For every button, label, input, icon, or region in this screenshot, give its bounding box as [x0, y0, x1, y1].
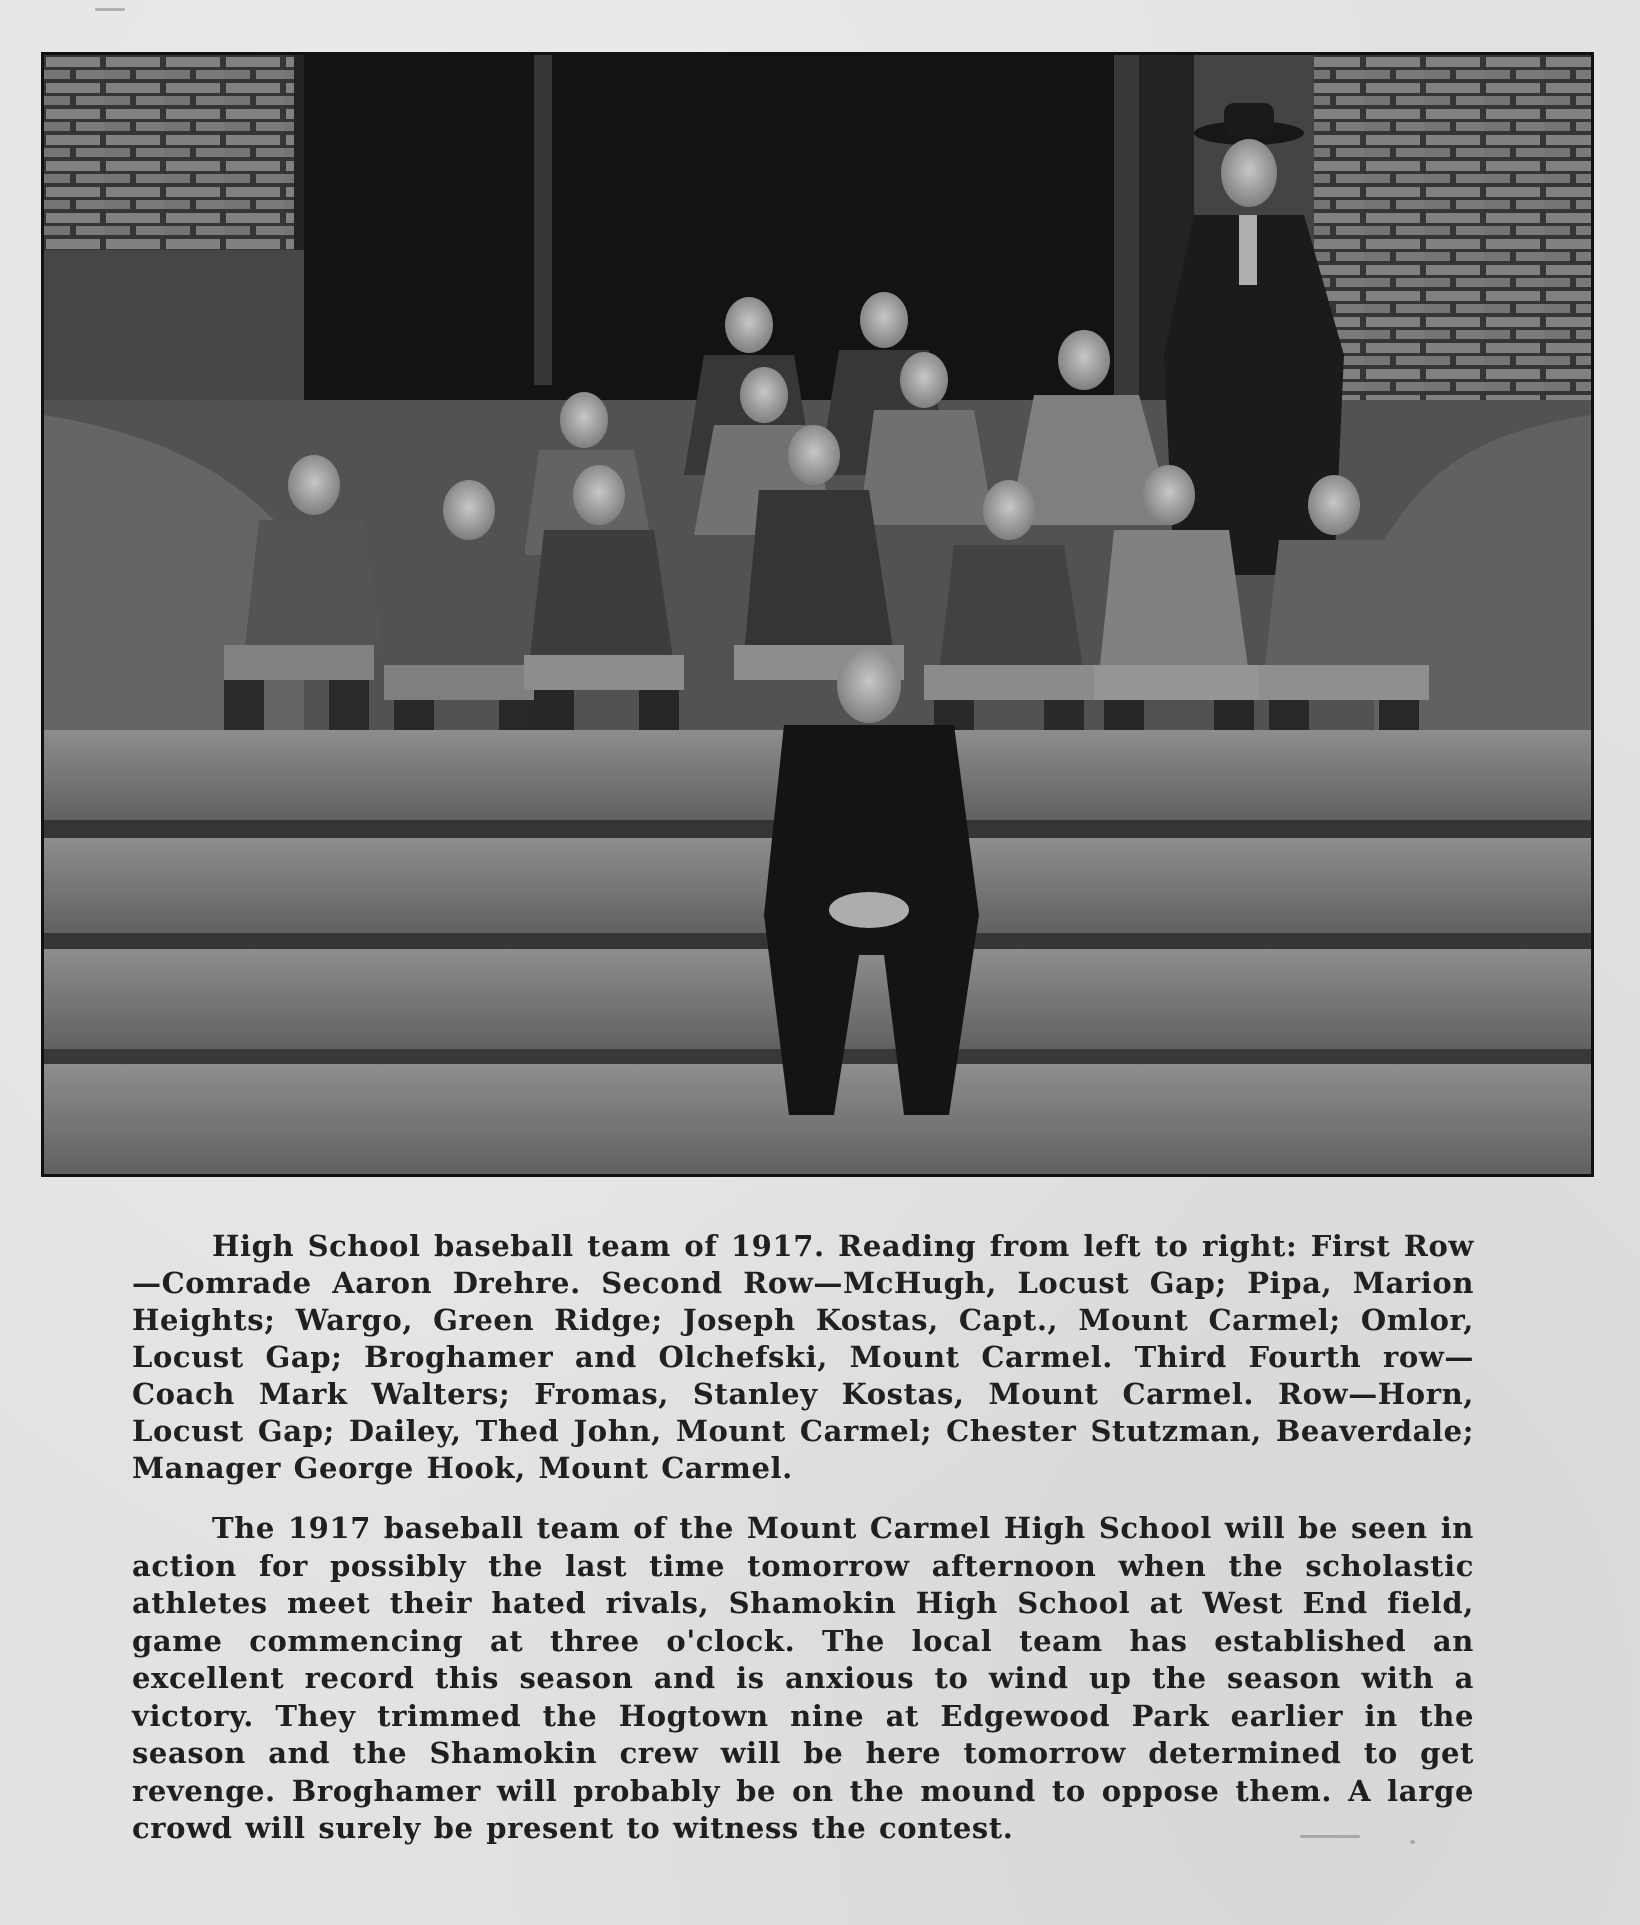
print-speck: [1300, 1835, 1360, 1838]
photo-caption: High School baseball team of 1917. Reading from left to right: First Row—Comrade Aaron Drehre. Second Row—McHugh, Locust Gap; Pipa, Marion Heights; Wargo, Green Ridge; Joseph Kostas, Capt., Mount Carmel; Omlor, Locust Gap; Broghamer and Olchefski, Mount Carmel. Third Fourth row—Coach Mark Walters; Fromas, Stanley Kostas, Mount Carmel. Row—Horn, Locust Gap; Dailey, Thed John, Mount Carmel; Chester Stutzman, Beaverdale; Manager George Hook, Mount Carmel.: [132, 1229, 1474, 1485]
team-photo: [41, 52, 1594, 1177]
article-body: The 1917 baseball team of the Mount Carmel High School will be seen in action for possibly the last time tomorrow afternoon when the scholastic athletes meet their hated rivals, Shamokin High School at West End field, game commencing at three o'clock. The local team has established an excellent record this season and is anxious to wind up the season with a victory. They trimmed the Hogtown nine at Edgewood Park earlier in the season and the Shamokin crew will be here tomorrow determined to get revenge. Broghamer will probably be on the mound to oppose them. A large crowd will surely be present to witness the contest.: [132, 1511, 1474, 1845]
print-speck: [1410, 1840, 1415, 1844]
team-photo-illustration: [44, 55, 1591, 1174]
print-speck: [95, 8, 125, 11]
